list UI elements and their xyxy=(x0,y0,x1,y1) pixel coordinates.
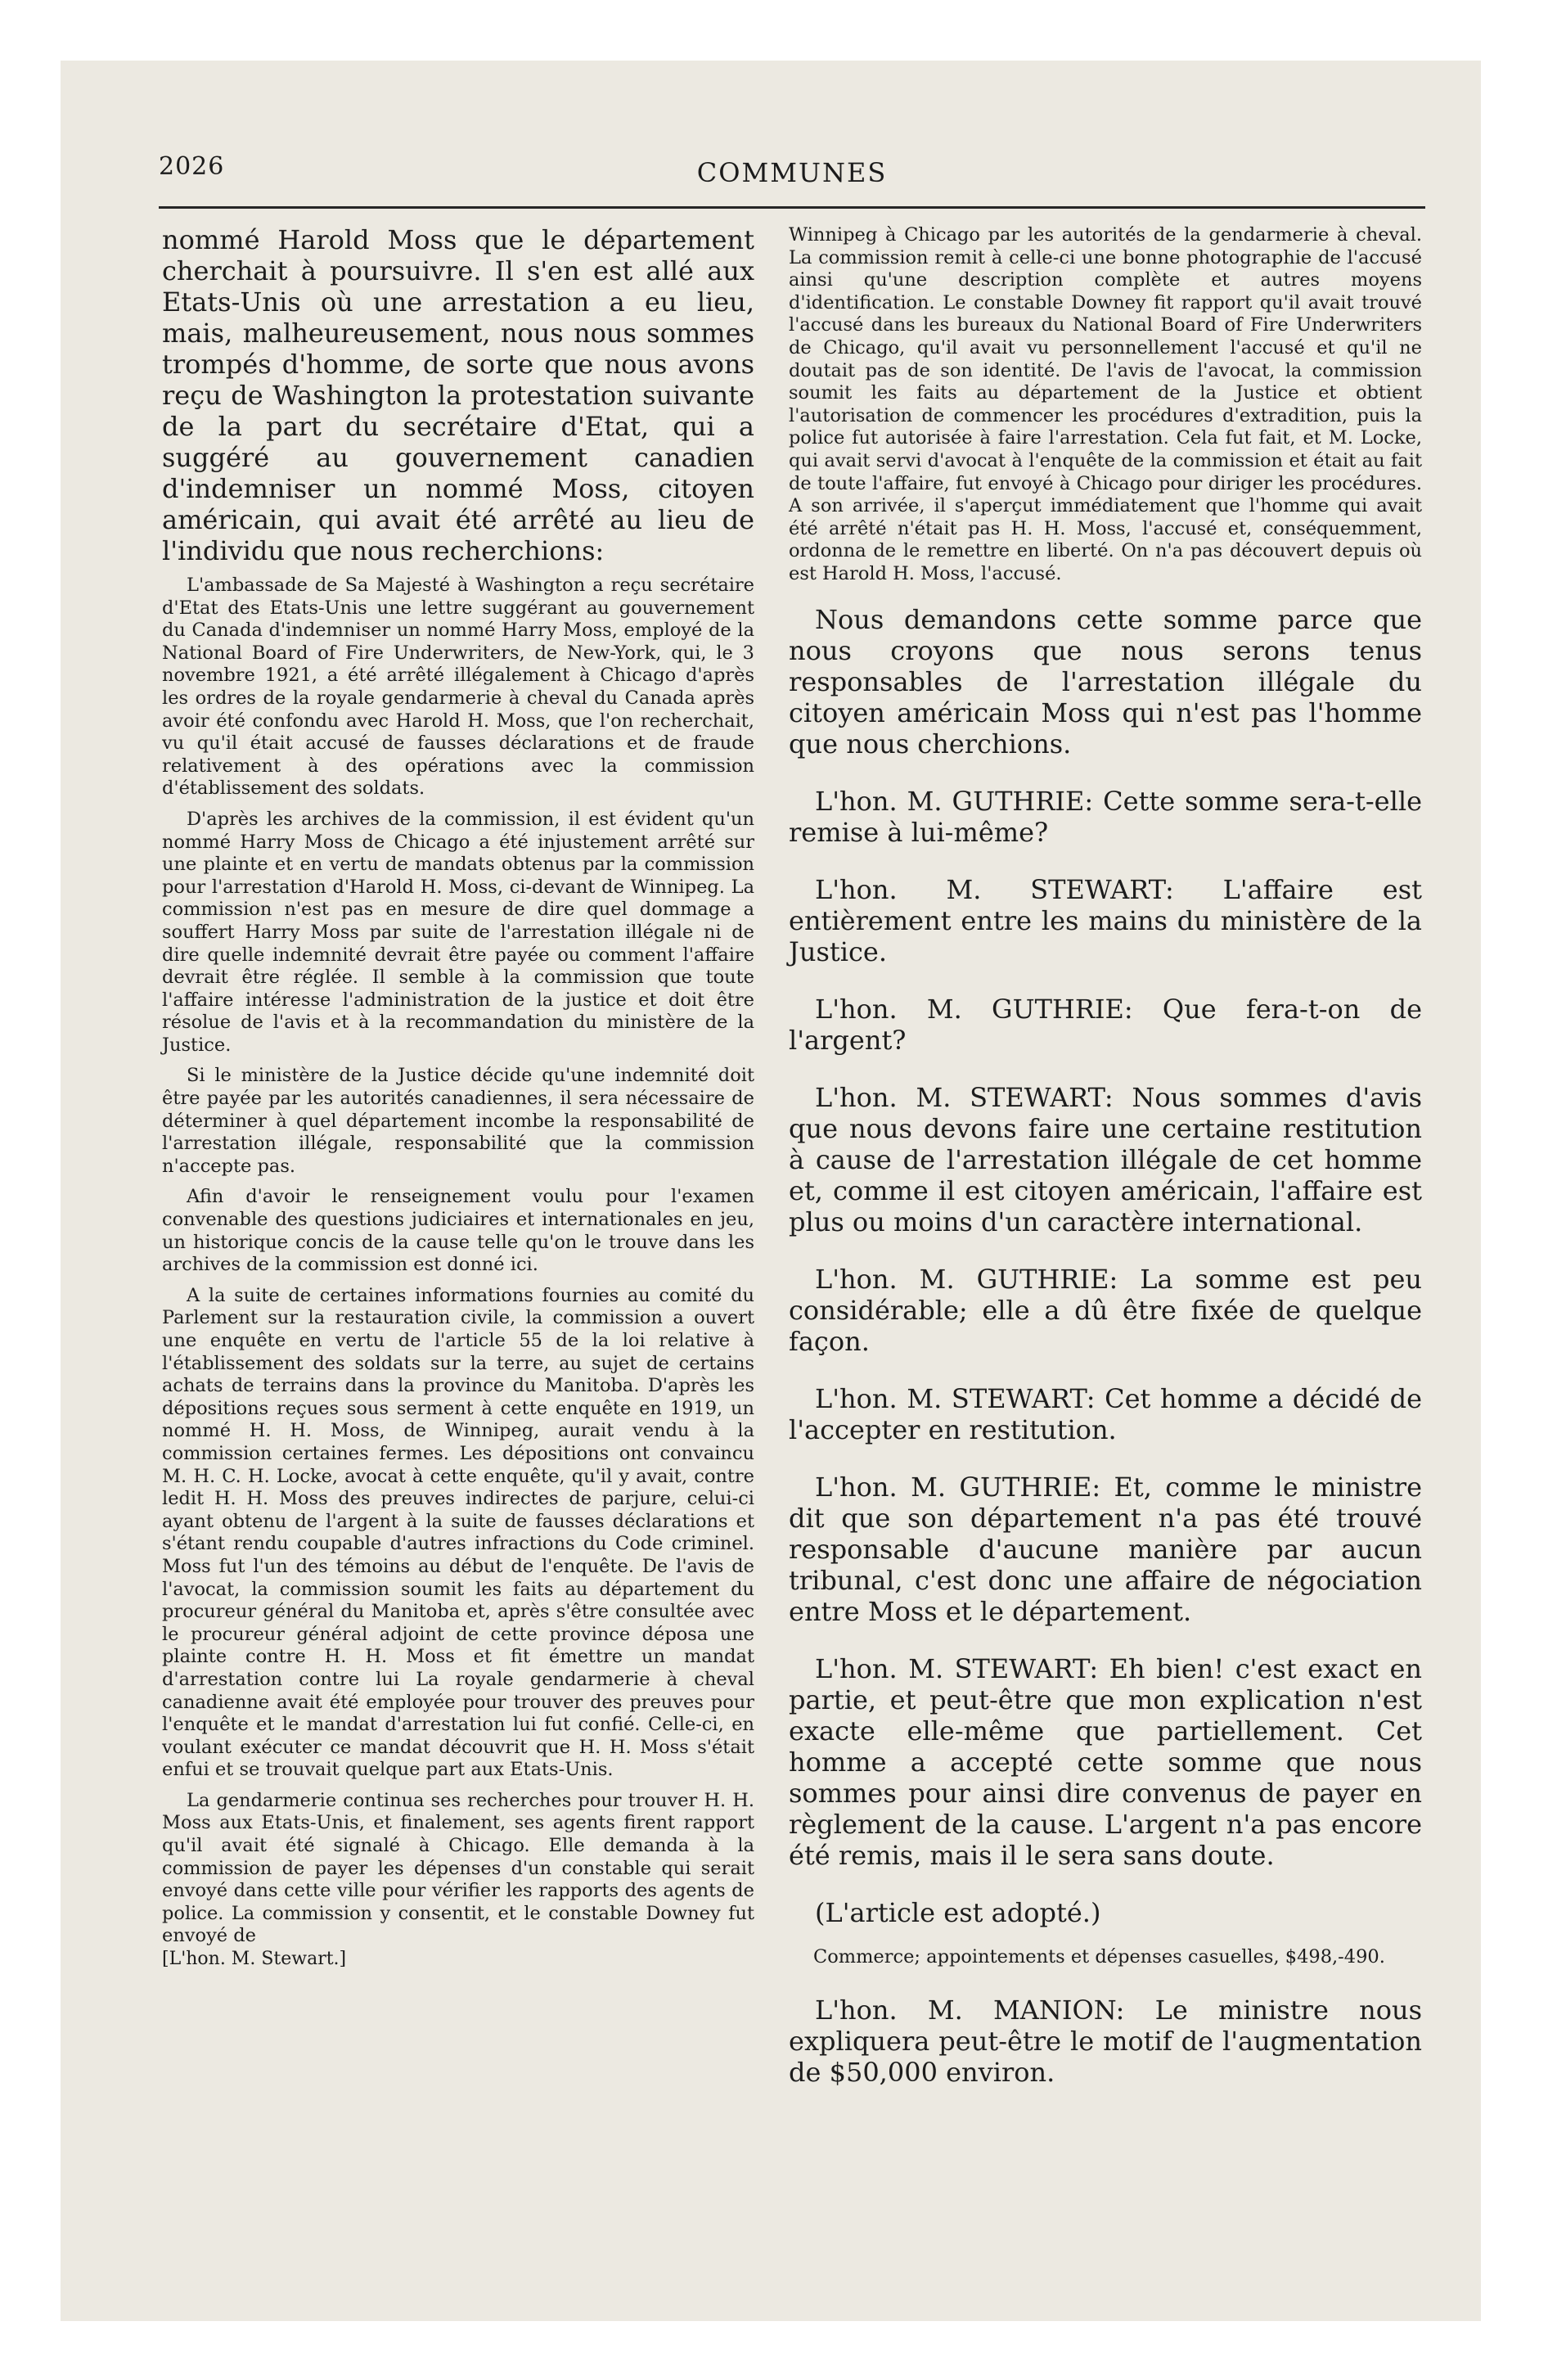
quoted-paragraph: A la suite de certaines informations fournies au comité du Parlement sur la restauration civile, la commission a ouvert une enquête en vertu de l'article 55 de la loi relative à l'établissement des soldats sur la terre, au sujet de certains achats de terrains dans la province du Manitoba. D'après les dépositions reçues sous serment à cette enquête en 1919, un nommé H. H. Moss, de Winnipeg, aurait vendu à la commission certaines fermes. Les dépositions ont convaincu M. H. C. H. Locke, avocat à cette enquête, qu'il y avait, contre ledit H. H. Moss des preuves indirectes de parjure, celui-ci ayant obtenu de l'argent à la suite de fausses déclarations et s'étant rendu coupable d'autres infractions du Code criminel. Moss fut l'un des témoins au début de l'enquête. De l'avis de l'avocat, la commission soumit les faits au département du procureur général du Manitoba et, après s'être consultée avec le procureur général adjoint de cette province déposa une plainte contre H. H. Moss et fit émettre un mandat d'arrestation contre lui La royale gendarmerie à cheval canadienne avait été employée pour trouver des preuves pour l'enquête et le mandat d'arrestation lui fut confié. Celle-ci, en voulant exécuter ce mandat découvrit que H. H. Moss s'était enfui et se trouvait quelque part aux Etats-Unis. xyxy=(162,1284,754,1781)
page-header xyxy=(159,152,1425,210)
speech-stewart: L'hon. M. STEWART: Nous sommes d'avis que nous devons faire une certaine restitution à cause de l'arrestation illégale de cet homme et, comme il est citoyen américain, l'affaire est plus ou moins d'un caractère international. xyxy=(789,1081,1422,1237)
quoted-paragraph: Winnipeg à Chicago par les autorités de la gendarmerie à cheval. La commission remit à celle-ci une bonne photographie de l'accusé ainsi qu'une description complète et autres moyens d'identification. Le constable Downey fit rapport qu'il avait trouvé l'accusé dans les bureaux du National Board of Fire Underwriters de Chicago, qu'il avait vu personnellement l'accusé et qu'il ne doutait pas de son identité. De l'avis de l'avocat, la commission soumit les faits au département de la Justice et obtient l'autorisation de commencer les procédures d'extradition, puis la police fut autorisée à faire l'arrestation. Cela fut fait, et M. Locke, qui avait servi d'avocat à l'enquête de la commission et était au fait de toute l'affaire, fut envoyé à Chicago pour diriger les procédures. A son arrivée, il s'aperçut immédiatement que l'homme qui avait été arrêté n'était pas H. H. Moss, l'accusé et, conséquemment, ordonna de le remettre en liberté. On n'a pas découvert depuis où est Harold H. Moss, l'accusé. xyxy=(789,224,1422,584)
speech-manion: L'hon. M. MANION: Le ministre nous expliquera peut-être le motif de l'augmentation de $50,000 environ. xyxy=(789,1995,1422,2089)
speech-stewart: L'hon. M. STEWART: Cet homme a décidé de l'accepter en restitution. xyxy=(789,1382,1422,1445)
budget-item: Commerce; appointements et dépenses casuelles, $498,-490. xyxy=(813,1945,1385,1968)
speech-guthrie: L'hon. M. GUTHRIE: La somme est peu considérable; elle a dû être fixée de quelque façon. xyxy=(789,1263,1422,1357)
paragraph: nommé Harold Moss que le département cherchait à poursuivre. Il s'en est allé aux Etats-Unis où une arrestation a eu lieu, mais, malheureusement, nous nous sommes trompés d'homme, de sorte que nous avons reçu de Washington la protestation suivante de la part du secrétaire d'Etat, qui a suggéré au gouvernement canadien d'indemniser un nommé Moss, citoyen américain, qui avait été arrêté au lieu de l'individu que nous recherchions: xyxy=(162,224,754,566)
quoted-paragraph: L'ambassade de Sa Majesté à Washington a reçu secrétaire d'Etat des Etats-Unis une lettre suggérant au gouvernement du Canada d'indemniser un nommé Harry Moss, employé de la National Board of Fire Underwriters, de New-York, qui, le 3 novembre 1921, a été arrêté illégalement à Chicago d'après les ordres de la royale gendarmerie à cheval du Canada après avoir été confondu avec Harold H. Moss, que l'on recherchait, vu qu'il était accusé de fausses déclarations et de fraude relativement à des opérations avec la commission d'établissement des soldats. xyxy=(162,575,754,800)
left-column xyxy=(162,224,754,1971)
page-number: 2026 xyxy=(159,152,225,181)
document-page xyxy=(61,61,1481,2321)
speech-guthrie: L'hon. M. GUTHRIE: Et, comme le ministre dit que son département n'a pas été trouvé responsable d'aucune manière par aucun tribunal, c'est donc une affaire de négociation entre Moss et le département. xyxy=(789,1471,1422,1627)
speaker-footer: [L'hon. M. Stewart.] xyxy=(162,1949,347,1970)
speech-stewart: L'hon. M. STEWART: Eh bien! c'est exact en partie, et peut-être que mon explication n'est exacte elle-même que partiellement. Cet homme a accepté cette somme que nous sommes pour ainsi dire convenus de payer en règlement de la cause. L'argent n'a pas encore été remis, mais il le sera sans doute. xyxy=(789,1652,1422,1871)
right-column xyxy=(789,224,1422,2088)
quoted-paragraph: D'après les archives de la commission, il est évident qu'un nommé Harry Moss de Chicago a été injustement arrêté sur une plainte et en vertu de mandats obtenus par la commission pour l'arrestation d'Harold H. Moss, ci-devant de Winnipeg. La commission n'est pas en mesure de dire quel dommage a souffert Harry Moss par suite de l'arrestation illégale ni de dire quelle indemnité devrait être payée ou comment l'affaire devrait être réglée. Il semble à la commission que toute l'affaire intéresse l'administration de la justice et doit être résolue de l'avis et à la recommandation du ministère de la Justice. xyxy=(162,808,754,1056)
quoted-paragraph: Si le ministère de la Justice décide qu'une indemnité doit être payée par les autorités canadiennes, il sera nécessaire de déterminer à quel département incombe la responsabilité de l'arrestation illégale, responsabilité que la commission n'accepte pas. xyxy=(162,1065,754,1177)
quoted-paragraph: Afin d'avoir le renseignement voulu pour l'examen convenable des questions judiciaires et internationales en jeu, un historique concis de la cause telle qu'on le trouve dans les archives de la commission est donné ici. xyxy=(162,1186,754,1276)
speech-stewart: L'hon. M. STEWART: L'affaire est entièrement entre les mains du ministère de la Justice. xyxy=(789,873,1422,967)
running-title: COMMUNES xyxy=(696,157,888,188)
quoted-paragraph: La gendarmerie continua ses recherches pour trouver H. H. Moss aux Etats-Unis, et finalement, ses agents firent rapport qu'il avait été signalé à Chicago. Elle demanda à la commission de payer les dépenses d'un constable qui serait envoyé dans cette ville pour vérifier les rapports des agents de police. La commission y consentit, et le constable Downey fut envoyé de xyxy=(162,1789,754,1947)
speech-guthrie: L'hon. M. GUTHRIE: Que fera-t-on de l'argent? xyxy=(789,993,1422,1056)
header-rule xyxy=(159,206,1425,209)
paragraph: Nous demandons cette somme parce que nous croyons que nous serons tenus responsables de l'arrestation illégale du citoyen américain Moss qui n'est pas l'homme que nous cherchions. xyxy=(789,603,1422,760)
speech-guthrie: L'hon. M. GUTHRIE: Cette somme sera-t-elle remise à lui-même? xyxy=(789,785,1422,848)
article-adopted: (L'article est adopté.) xyxy=(815,1896,1101,1928)
